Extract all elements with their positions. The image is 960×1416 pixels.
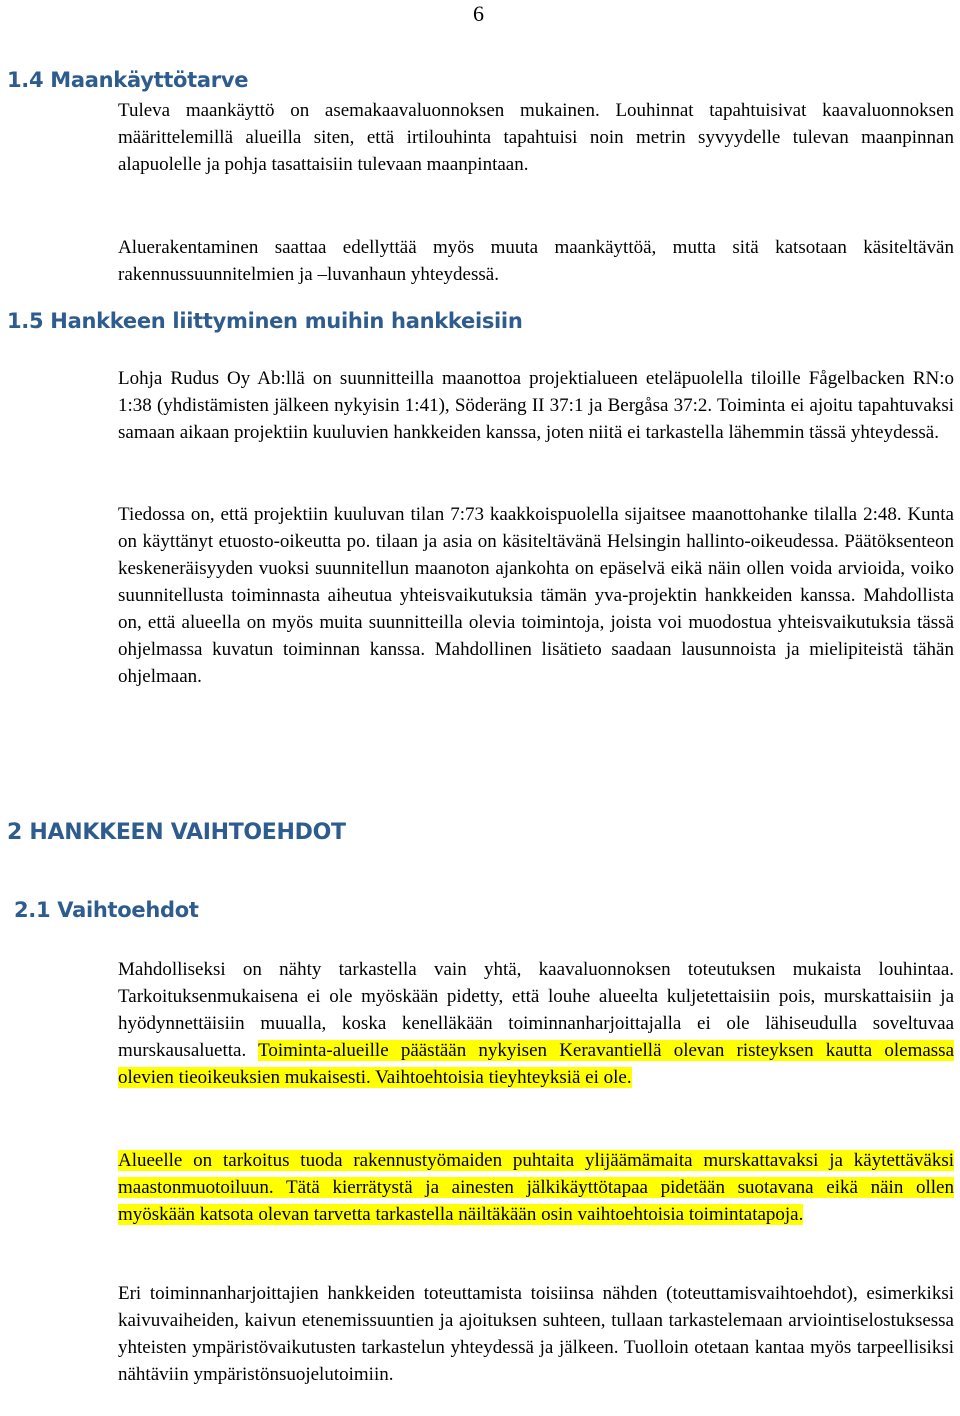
paragraph-2-1-b-highlight: Alueelle on tarkoitus tuoda rakennustyömaiden puhtaita ylijäämämaita murskattavaksi ja käytettäväksi maastonmuotoiluun. Tätä kierrätystä ja ainesten jälkikäyttötapaa pidetään suotavana eikä näin ollen myöskään katsota olevan tarvetta tarkastella näiltäkään osin vaihtoehtoisia toimintatapoja. <box>118 1150 954 1225</box>
paragraph-1-5-b: Tiedossa on, että projektiin kuuluvan tilan 7:73 kaakkoispuolella sijaitsee maanottohanke tilalla 2:48. Kunta on käyttänyt etuosto-oikeutta po. tilaan ja asia on käsiteltävänä Helsingin hallinto-oikeudessa. Päätöksenteon keskeneräisyyden vuoksi suunnitellun maanoton ajankohta on epäselvä eikä näin ollen voida arvioida, voiko suunnitellusta toiminnasta aiheutua yhteisvaikutuksia tämän yva-projektin hankkeiden kanssa. Mahdollista on, että alueella on myös muita suunnitteilla olevia toimintoja, joista voi muodostua yhteisvaikutuksia tässä ohjelmassa kuvatun toiminnan kanssa. Mahdollinen lisätieto saadaan lausunnoista ja mielipiteistä tähän ohjelmaan. <box>118 504 954 687</box>
paragraph-2-1-c: Eri toiminnanharjoittajien hankkeiden toteuttamista toisiinsa nähden (toteuttamisvaihtoehdot), esimerkiksi kaivuvaiheiden, kaivun etenemissuuntien ja ajoituksen suhteen, tullaan tarkastelemaan arviointiselostuksessa yhteisten ympäristövaikutusten tarkastelun yhteydessä ja jälkeen. Tuolloin otetaan kantaa myös tarpeellisiksi nähtäviin ympäristönsuojelutoimiin. <box>118 1283 954 1385</box>
page-number: 6 <box>473 1 484 26</box>
paragraph-2-1-a-highlight: Toiminta-alueille päästään nykyisen Keravantiellä olevan risteyksen kautta olemassa olevien tieoikeuksien mukaisesti. Vaihtoehtoisia tieyhteyksiä ei ole. <box>118 1040 954 1088</box>
paragraph-2-1-a <box>118 956 954 1091</box>
paragraph-1-4-a: Tuleva maankäyttö on asemakaavaluonnoksen mukainen. Louhinnat tapahtuisivat kaavaluonnoksen määrittelemillä alueilla siten, että irtilouhinta tapahtuisi noin metrin syvyydelle tulevan maanpinnan alapuolelle ja pohja tasattaisiin tulevaan maanpintaan. <box>118 100 954 175</box>
heading-1-4: 1.4 Maankäyttötarve <box>7 68 249 92</box>
heading-1-5: 1.5 Hankkeen liittyminen muihin hankkeisiin <box>7 309 523 333</box>
paragraph-2-1-a-plain: Mahdolliseksi on nähty tarkastella vain yhtä, kaavaluonnoksen toteutuksen mukaista louhintaa. Tarkoituksenmukaisena ei ole myöskään pidetty, että louhe alueelta kuljetettaisiin pois, murskattaisiin ja hyödynnettäisiin muualla, koska kenelläkään toiminnanharjoittajalla ei ole lähiseudulla soveltuvaa murskausaluetta. <box>118 959 954 1061</box>
heading-2: 2 HANKKEEN VAIHTOEHDOT <box>7 820 346 845</box>
paragraph-1-4-b: Aluerakentaminen saattaa edellyttää myös muuta maankäyttöä, mutta sitä katsotaan käsiteltävän rakennussuunnitelmien ja –luvanhaun yhteydessä. <box>118 237 954 285</box>
paragraph-1-5-a: Lohja Rudus Oy Ab:llä on suunnitteilla maanottoa projektialueen eteläpuolella tiloille Fågelbacken RN:o 1:38 (yhdistämisten jälkeen nykyisin 1:41), Söderäng II 37:1 ja Bergåsa 37:2. Toiminta ei ajoitu tapahtuvaksi samaan aikaan projektiin kuuluvien hankkeiden kanssa, joten niitä ei tarkastella lähemmin tässä yhteydessä. <box>118 368 954 443</box>
paragraph-2-1-b <box>118 1147 954 1228</box>
heading-2-1: 2.1 Vaihtoehdot <box>14 898 199 922</box>
